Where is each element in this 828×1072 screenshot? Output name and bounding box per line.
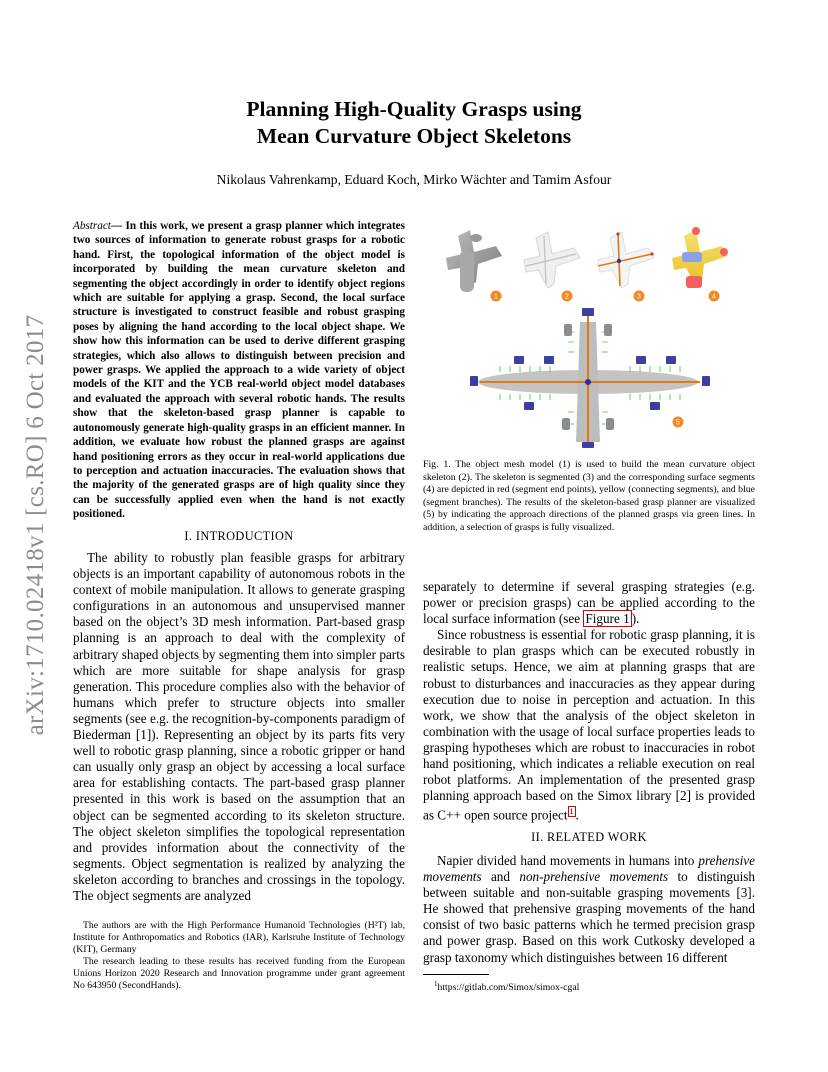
introduction-body: [73, 550, 405, 904]
figure-1-illustration: [440, 212, 740, 452]
author-list: Nikolaus Vahrenkamp, Eduard Koch, Mirko Wächter and Tamim Asfour: [216, 172, 612, 187]
panel-5-grasp-results: [470, 308, 710, 448]
repository-url[interactable]: https://gitlab.com/Simox/simox-cgal: [437, 982, 580, 994]
related-work-body: [423, 853, 755, 966]
footnote-mark: 1: [434, 980, 438, 988]
arxiv-identifier: arXiv:1710.02418v1 [cs.RO] 6 Oct 2017: [22, 314, 49, 736]
panel-1-mesh: [446, 230, 502, 292]
step-label-2: 2: [565, 293, 569, 301]
step-label-4: 4: [712, 293, 716, 301]
title-line-1: Planning High-Quality Grasps using: [246, 97, 582, 121]
figure-1-caption: Fig. 1. The object mesh model (1) is used to build the mean curvature object skeleton (2). The skeleton is segmented (3) and the corresponding surface segments (4) are depicted in red (segment end points), yellow (connecting segments), and blue (segment branches). The results of the skeleton-based grasp planner are visualized (5) by indicating the approach directions of the planned grasps via green lines. In addition, a selection of grasps is fully visualized.: [423, 459, 755, 533]
step-label-1: 1: [494, 293, 498, 301]
intro-paragraph: The ability to robustly plan feasible grasps for arbitrary objects is an important capability of autonomous robots in the context of mobile manipulation. It allows to generate grasping configurations in an autonomous and unsupervised manner based on the object’s 3D mesh information. Part-based grasp planning is an approach to deal with the complexity of arbitrary shaped objects by segmenting them into simpler parts which are more suitable for shape analysis for grasp generation. This procedure complies also with the behavior of humans which prefer to structure objects into smaller segments (see e.g. the recognition-by-components paradigm of Biederman [1]). Representing an object by its parts fits very well to robotic grasp planning, since a robotic gripper or hand can usually only grasp an object by accessing a local surface area for establishing contacts. The part-based grasp planner presented in this work is based on the assumption that an object can be segmented according to its skeleton structure. The object skeleton simplifies the topological representation and provides information about the connectivity of the segments. Object segmentation is realized by analyzing the skeleton according to branches and crossings in the topology. The object segments are analyzed: [73, 550, 405, 903]
continuation-paragraph: separately to determine if several grasping strategies (e.g. power or precision grasps) can be applied according to the local surface information (see Figure 1 ).: [423, 579, 755, 627]
robustness-paragraph: Since robustness is essential for robotic grasp planning, it is desirable to plan grasps which can be executed robustly in realistic setups. Hence, we aim at planning grasps that are robust to disturbances and inaccuracies as they appear during execution due to noise in perception and actuation. In this work, we show that the analysis of the object skeleton in combination with the usage of local surface properties leads to grasping hypotheses which are robust to inaccuracies in robot hand positioning, which indicates a reliable execution on real robot platforms. An implementation of the presented grasp planning approach based on the Simox library [2] is provided as C++ open source project $^1$ .: [423, 627, 755, 823]
footnote-rule: [423, 974, 489, 975]
code-footnote: [434, 980, 579, 993]
abstract: [73, 219, 405, 522]
affiliation-footnotes: [73, 920, 405, 992]
affiliation-note: The authors are with the High Performance Humanoid Technologies (H²T) lab, Institute for Anthropomatics and Robotics (IAR), Karlsruhe Institute of Technology (KIT), Germany: [73, 920, 405, 955]
title-line-2: Mean Curvature Object Skeletons: [256, 124, 572, 148]
panel-2-skeleton: [524, 232, 580, 288]
step-label-5: 5: [676, 419, 680, 427]
panel-3-segmented: [598, 232, 654, 288]
right-column-body: [423, 579, 755, 824]
related-work-paragraph: Napier divided hand movements in humans into prehensive movements and non-prehensive movements to distinguish between suitable and non-suitable grasping movements [3]. He showed that prehensive grasping movements of the hand consist of two basic patterns which he termed precision grasp and power grasp. Based on this work Cutkosky developed a grasp taxonomy which distinguishes between 16 different: [423, 853, 755, 965]
footnote-1-link[interactable]: 1: [569, 807, 574, 817]
section-heading-related-work: II. RELATED WORK: [531, 830, 647, 844]
funding-note: The research leading to these results has received funding from the European Unions Horizon 2020 Research and Innovation programme under grant agreement No 643950 (SecondHands).: [73, 956, 405, 991]
paper-title: [150, 96, 678, 150]
abstract-text: — In this work, we present a grasp planner which integrates two sources of information to generate robust grasps for a robotic hand. First, the topological information of the object model is incorporated by building the mean curvature skeleton and segmenting the object accordingly in order to identify object regions which are suitable for applying a grasp. Second, the local surface structure is investigated to construct feasible and robust grasping poses by aligning the hand according to the local object shape. We show how this information can be used to derive different grasping strategies, which also allows to distinguish between precision and power grasps. We applied the approach to a wide variety of object models of the KIT and the YCB real-world object model databases and evaluated the approach with several robotic hands. The results show that the skeleton-based grasp planner is capable to autonomously generate high-quality grasps in an efficient manner. In addition, we evaluate how robust the planned grasps are against hand positioning errors as they occur in real-world applications due to perception and actuation inaccuracies. The evaluation shows that the majority of the generated grasps are of high quality since they can be successfully applied even when the hand is not exactly positioned.: [73, 220, 405, 521]
figure-1-link[interactable]: Figure 1: [585, 611, 630, 627]
abstract-label: Abstract: [73, 220, 111, 232]
panel-4-surface-segments: [672, 227, 728, 288]
step-label-3: 3: [637, 293, 641, 301]
section-heading-introduction: I. INTRODUCTION: [184, 529, 294, 543]
